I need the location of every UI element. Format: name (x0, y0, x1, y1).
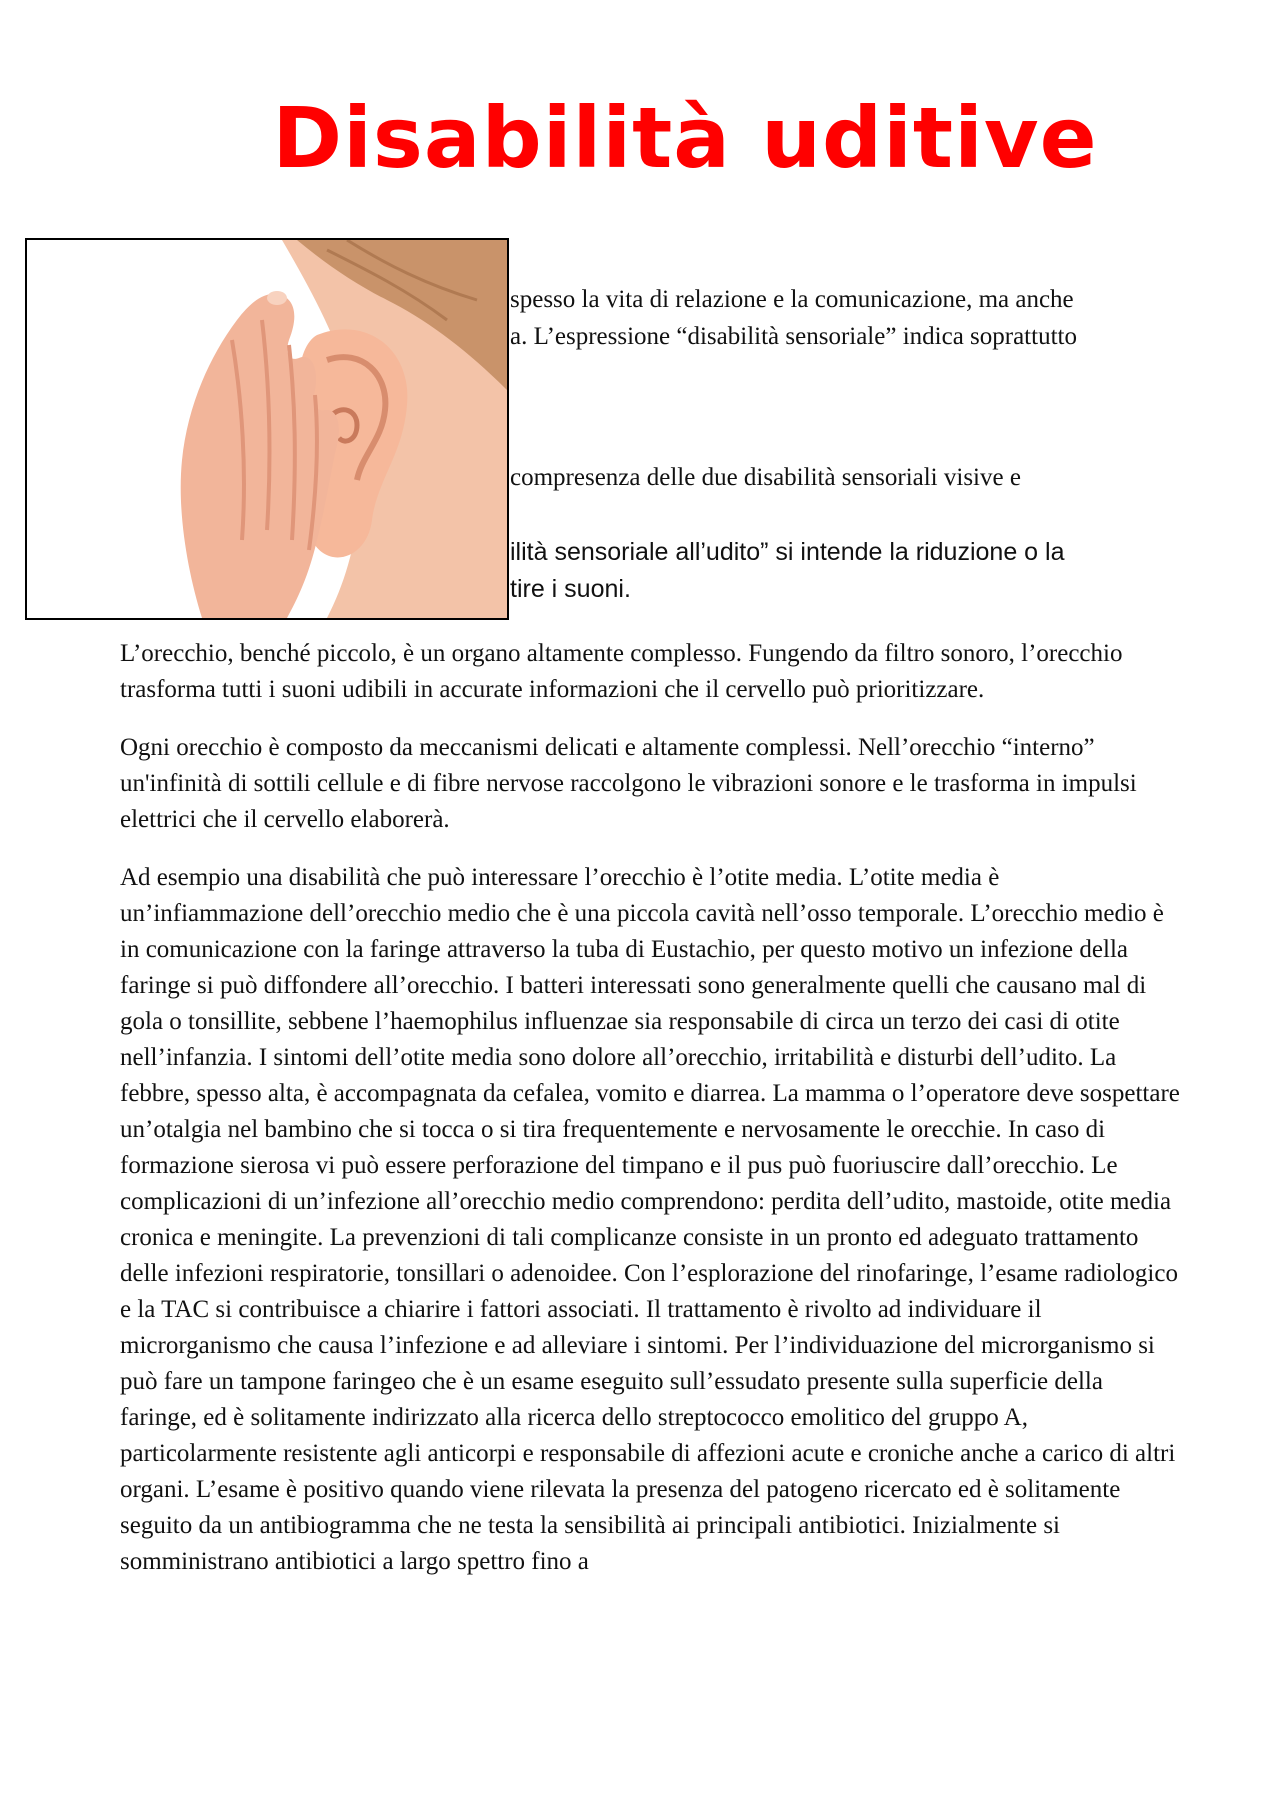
clipped-text-line: ilità sensoriale all’udito” si intende la riduzione o la (510, 538, 1065, 566)
paragraph: Ad esempio una disabilità che può interessare l’orecchio è l’otite media. L’otite media è un’infiammazione dell’orecchio medio che è una piccola cavità nell’osso temporale. L’orecchio medio è in comunicazione con la faringe attraverso la tuba di Eustachio, per questo motivo un infezione della faringe si può diffondere all’orecchio. I batteri interessati sono generalmente quelli che causano mal di gola o tonsillite, sebbene l’haemophilus influenzae sia responsabile di circa un terzo dei casi di otite nell’infanzia. I sintomi dell’otite media sono dolore all’orecchio, irritabilità e disturbi dell’udito. La febbre, spesso alta, è accompagnata da cefalea, vomito e diarrea. La mamma o l’operatore deve sospettare un’otalgia nel bambino che si tocca o si tira frequentemente e nervosamente le orecchie. In caso di formazione sierosa vi può essere perforazione del timpano e il pus può fuoriuscire dall’orecchio. Le complicazioni di un’infezione all’orecchio medio comprendono: perdita dell’udito, mastoide, otite media cronica e meningite. La prevenzioni di tali complicanze consiste in un pronto ed adeguato trattamento delle infezioni respiratorie, tonsillari o adenoidee. Con l’esplorazione del rinofaringe, l’esame radiologico e la TAC si contribuisce a chiarire i fattori associati. Il trattamento è rivolto ad individuare il microrganismo che causa l’infezione e ad alleviare i sintomi. Per l’individuazione del microrganismo si può fare un tampone faringeo che è un esame eseguito sull’essudato presente sulla superficie della faringe, ed è solitamente indirizzato alla ricerca dello streptococco emolitico del gruppo A, particolarmente resistente agli anticorpi e responsabile di affezioni acute e croniche anche a carico di altri organi. L’esame è positivo quando viene rilevata la presenza del patogeno ricercato ed è solitamente seguito da un antibiogramma che ne testa la sensibilità ai principali antibiotici. Inizialmente si somministrano antibiotici a largo spettro fino a (120, 864, 1180, 1575)
clipped-text-line: tire i suoni. (510, 575, 631, 603)
page-title: Disabilità uditive (272, 89, 1098, 187)
paragraph: L’orecchio, benché piccolo, è un organo altamente complesso. Fungendo da filtro sonoro, l’orecchio trasforma tutti i suoni udibili in accurate informazioni che il cervello può prioritizzare. (120, 640, 1123, 703)
clipped-text-line: a. L’espressione “disabilità sensoriale” indica soprattutto (510, 323, 1077, 350)
paragraph: Ogni orecchio è composto da meccanismi delicati e altamente complessi. Nell’orecchio “interno” un'infinità di sottili cellule e di fibre nervose raccolgono le vibrazioni sonore e le trasforma in impulsi elettrici che il cervello elaborerà. (120, 734, 1137, 833)
ear-illustration (27, 240, 507, 618)
clipped-text-line: spesso la vita di relazione e la comunicazione, ma anche (510, 286, 1074, 313)
clipped-text-line: compresenza delle due disabilità sensoriali visive e (510, 464, 1021, 491)
ear-image (25, 238, 509, 620)
body-text (120, 636, 1180, 1602)
